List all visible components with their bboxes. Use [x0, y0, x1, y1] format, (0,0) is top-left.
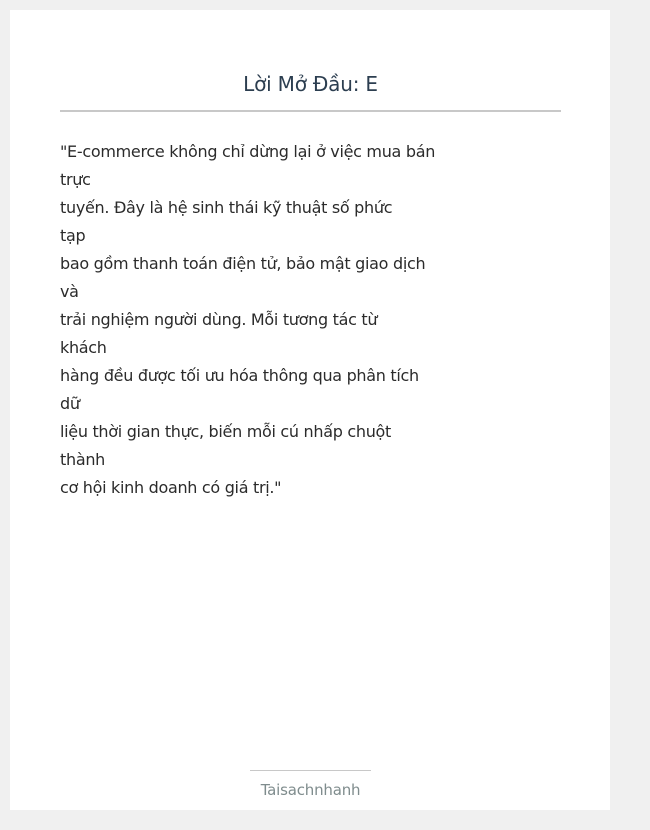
paragraph-line: trải nghiệm người dùng. Mỗi tương tác từ	[60, 310, 378, 329]
paragraph-line: và	[60, 282, 79, 301]
paragraph-line: "E-commerce không chỉ dừng lại ở việc mua bán	[60, 142, 436, 161]
title-divider	[60, 110, 561, 112]
paragraph-line: khách	[60, 338, 107, 357]
footer-brand: Taisachnhanh	[260, 781, 361, 799]
paragraph-line: tạp	[60, 226, 86, 245]
paragraph-line: liệu thời gian thực, biến mỗi cú nhấp chuột	[60, 422, 392, 441]
footer-divider	[250, 770, 371, 771]
paragraph-line: bao gồm thanh toán điện tử, bảo mật giao dịch	[60, 254, 426, 273]
paragraph-line: hàng đều được tối ưu hóa thông qua phân tích	[60, 366, 419, 385]
page-title: Lời Mở Đầu: E	[243, 72, 378, 96]
paragraph-line: tuyến. Đây là hệ sinh thái kỹ thuật số phức	[60, 198, 393, 217]
paragraph-line: trực	[60, 170, 91, 189]
paragraph-line: dữ	[60, 394, 80, 413]
document-page	[10, 10, 610, 810]
paragraph-line: cơ hội kinh doanh có giá trị."	[60, 478, 282, 497]
quote-paragraph	[60, 138, 436, 502]
paragraph-line: thành	[60, 450, 106, 469]
